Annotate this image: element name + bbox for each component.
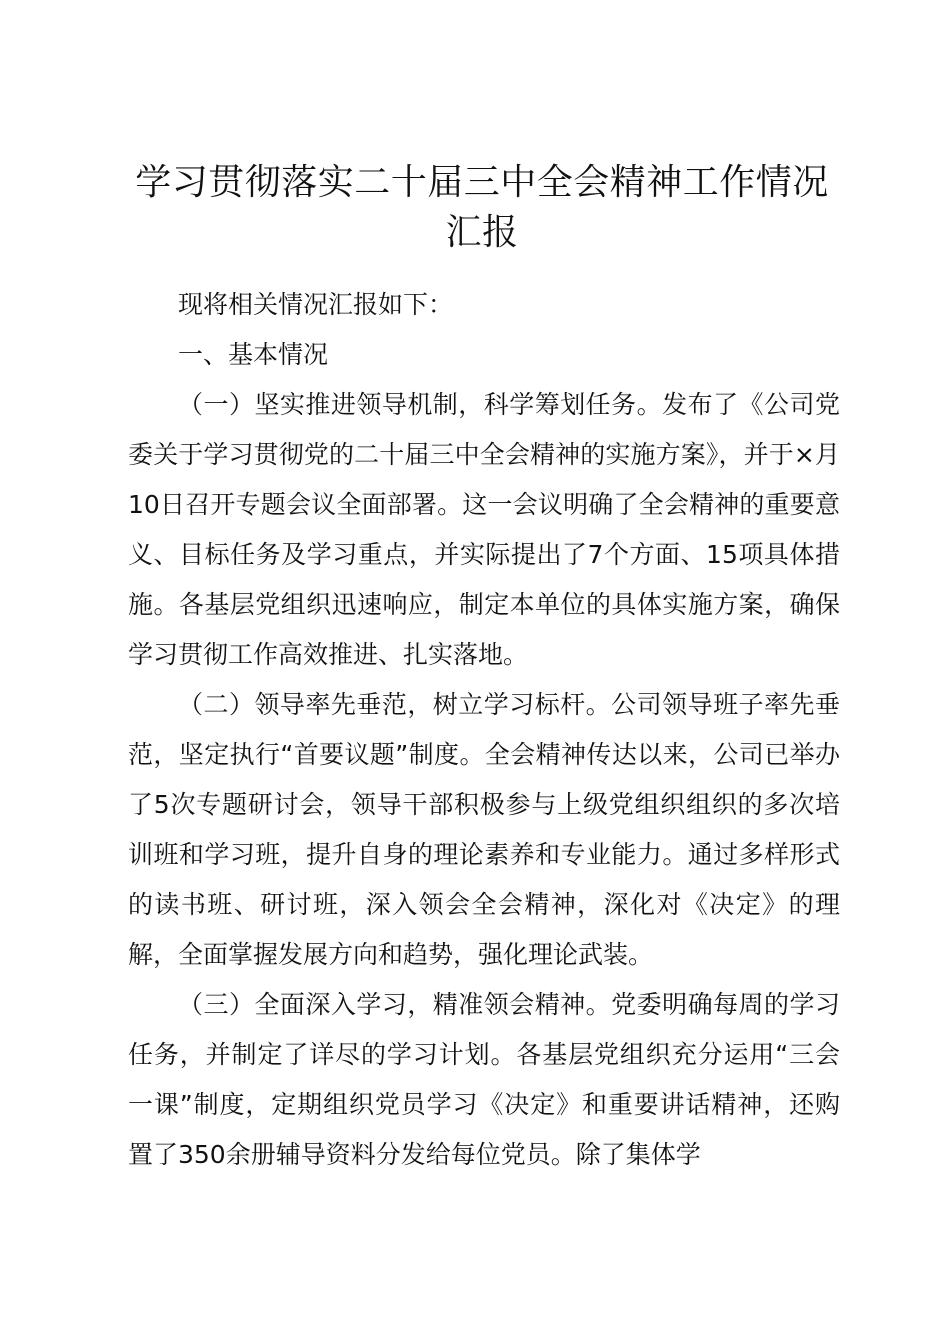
body-paragraph-1: （一）坚实推进领导机制，科学筹划任务。发布了《公司党委关于学习贯彻党的二十届三中全会精神的实施方案》，并于×月10日召开专题会议全面部署。这一会议明确了全会精神的重要意义、目标任务及学习重点，并实际提出了7个方面、15项具体措施。各基层党组织迅速响应，制定本单位的具体实施方案，确保学习贯彻工作高效推进、扎实落地。	[128, 390, 840, 669]
section-heading: 一、基本情况	[178, 340, 329, 369]
document-title: 学习贯彻落实二十届三中全会精神工作情况汇报	[135, 162, 829, 253]
body-paragraph-2: （二）领导率先垂范，树立学习标杆。公司领导班子率先垂范，坚定执行“首要议题”制度。全会精神传达以来，公司已举办了5次专题研讨会，领导干部积极参与上级党组织组织的多次培训班和学习班，提升自身的理论素养和专业能力。通过多样形式的读书班、研讨班，深入领会全会精神，深化对《决定》的理解，全面掌握发展方向和趋势，强化理论武装。	[128, 690, 840, 969]
body-paragraph-3: （三）全面深入学习，精准领会精神。党委明确每周的学习任务，并制定了详尽的学习计划。各基层党组织充分运用“三会一课”制度，定期组织党员学习《决定》和重要讲话精神，还购置了350余册辅导资料分发给每位党员。除了集体学	[128, 990, 840, 1169]
document-body	[128, 280, 840, 1180]
intro-paragraph: 现将相关情况汇报如下：	[178, 290, 454, 319]
